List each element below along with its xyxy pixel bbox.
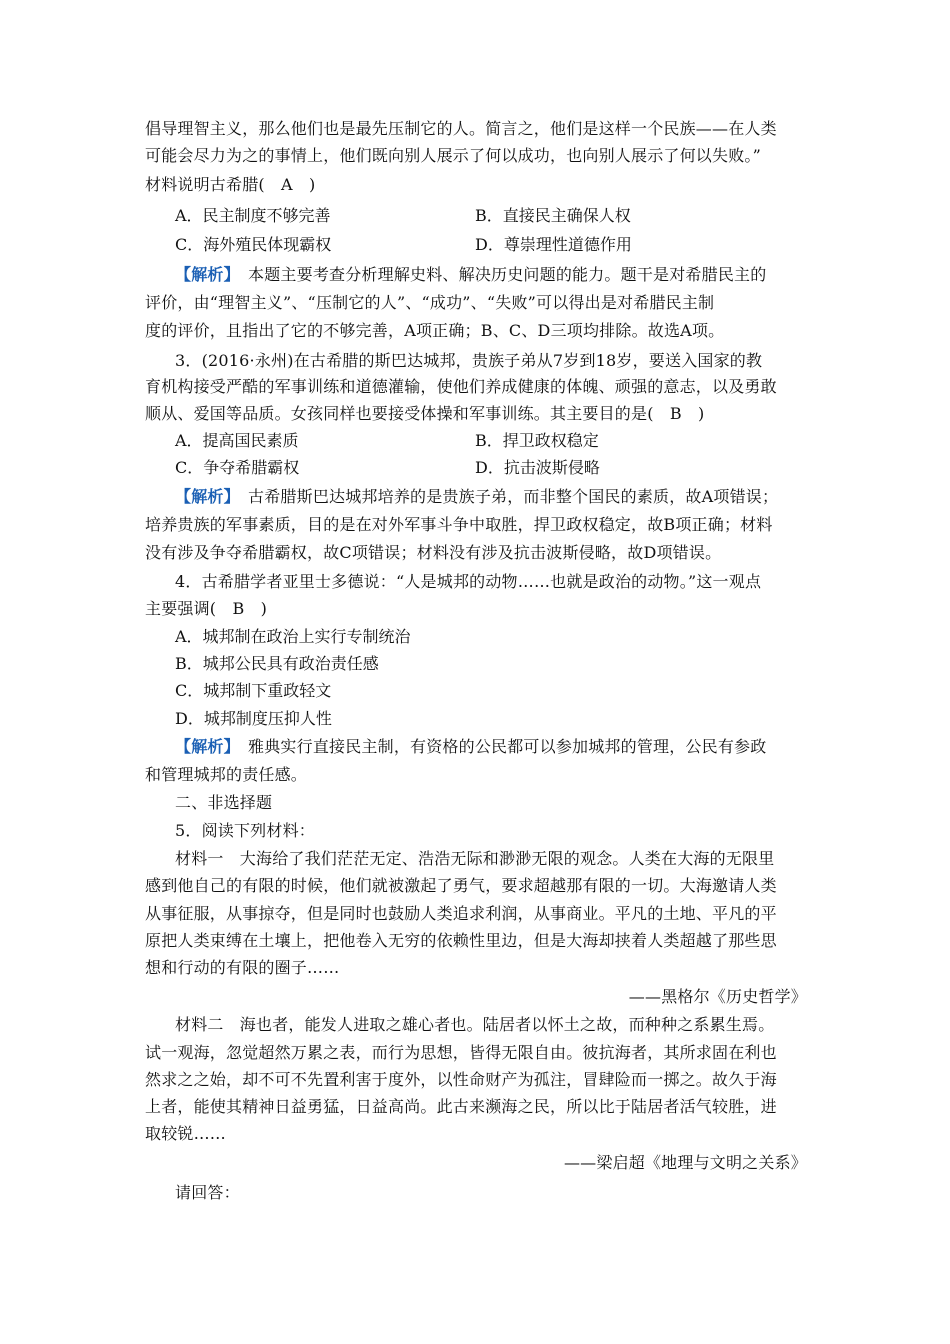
material-text: 上者，能使其精神日益勇猛，日益高尚。此古来濒海之民，所以比于陆居者活气较胜，进 [145, 1097, 777, 1116]
option-c: C．争夺希腊霸权 [175, 458, 300, 477]
analysis-text: 没有涉及争夺希腊霸权，故C项错误；材料没有涉及抗击波斯侵略，故D项错误。 [145, 543, 722, 562]
question-text: 育机构接受严酷的军事训练和道德灌输，使他们养成健康的体魄、顽强的意志，以及勇敢 [145, 377, 777, 396]
option-b: B．城邦公民具有政治责任感 [175, 654, 379, 673]
option-a: A．城邦制在政治上实行专制统治 [175, 627, 411, 646]
section-heading: 二、非选择题 [175, 793, 273, 812]
material-text: 原把人类束缚在土壤上，把他卷入无穷的依赖性里边，但是大海却挟着人类超越了那些思 [145, 931, 777, 950]
question-text: 顺从、爱国等品质。女孩同样也要接受体操和军事训练。其主要目的是( B ) [145, 404, 705, 423]
material-two: 材料二 海也者，能发人进取之雄心者也。陆居者以怀土之故，而种种之系累生焉。 [175, 1015, 775, 1034]
option-d: D．抗击波斯侵略 [475, 458, 600, 477]
analysis-text: 古希腊斯巴达城邦培养的是贵族子弟，而非整个国民的素质，故A项错误； [231, 487, 779, 506]
option-a: A．民主制度不够完善 [175, 206, 331, 225]
material-source: ——梁启超《地理与文明之关系》 [563, 1153, 807, 1172]
analysis-text: 培养贵族的军事素质，目的是在对外军事斗争中取胜，捍卫政权稳定，故B项正确；材料 [145, 515, 773, 534]
question-5: 5．阅读下列材料： [175, 821, 315, 840]
option-d: D．尊崇理性道德作用 [475, 235, 632, 254]
option-a: A．提高国民素质 [175, 431, 299, 450]
option-c: C．城邦制下重政轻文 [175, 681, 332, 700]
material-text: 感到他自己的有限的时候，他们就被激起了勇气，要求超越那有限的一切。大海邀请人类 [145, 876, 777, 895]
option-b: B．捍卫政权稳定 [475, 431, 599, 450]
option-d: D．城邦制度压抑人性 [175, 709, 332, 728]
material-source: ——黑格尔《历史哲学》 [628, 987, 807, 1006]
question-stem: 材料说明古希腊( A ) [145, 175, 316, 194]
analysis-text: 和管理城邦的责任感。 [145, 765, 308, 784]
analysis-line [175, 734, 845, 760]
analysis-tag: 【解析】 [175, 737, 232, 756]
question-text: 主要强调( B ) [145, 599, 268, 618]
analysis-line [175, 262, 845, 288]
analysis-text: 雅典实行直接民主制，有资格的公民都可以参加城邦的管理，公民有参政 [231, 737, 767, 756]
material-one: 材料一 大海给了我们茫茫无定、浩浩无际和渺渺无限的观念。人类在大海的无限里 [175, 849, 775, 868]
option-c: C．海外殖民体现霸权 [175, 235, 332, 254]
analysis-text: 本题主要考查分析理解史料、解决历史问题的能力。题干是对希腊民主的 [231, 265, 767, 284]
analysis-text: 度的评价，且指出了它的不够完善，A项正确；B、C、D三项均排除。故选A项。 [145, 321, 725, 340]
analysis-tag: 【解析】 [175, 487, 232, 506]
answer-prompt: 请回答： [175, 1183, 240, 1202]
question-3: 3．(2016·永州)在古希腊的斯巴达城邦，贵族子弟从7岁到18岁，要送入国家的教 [175, 351, 763, 370]
material-text: 取较锐…… [145, 1124, 227, 1143]
analysis-tag: 【解析】 [175, 265, 232, 284]
question-4: 4．古希腊学者亚里士多德说：“人是城邦的动物……也就是政治的动物。”这一观点 [175, 572, 762, 591]
text-line: 倡导理智主义，那么他们也是最先压制它的人。简言之，他们是这样一个民族——在人类 [145, 119, 777, 138]
material-text: 从事征服，从事掠夺，但是同时也鼓励人类追求利润，从事商业。平凡的土地、平凡的平 [145, 904, 777, 923]
material-text: 想和行动的有限的圈子…… [145, 958, 340, 977]
analysis-line [175, 484, 845, 510]
material-text: 试一观海，忽觉超然万累之表，而行为思想，皆得无限自由。彼抗海者，其所求固在利也 [145, 1043, 777, 1062]
option-b: B．直接民主确保人权 [475, 206, 631, 225]
analysis-text: 评价，由“理智主义”、“压制它的人”、“成功”、“失败”可以得出是对希腊民主制 [145, 293, 715, 312]
text-line: 可能会尽力为之的事情上，他们既向别人展示了何以成功，也向别人展示了何以失败。” [145, 146, 761, 165]
material-text: 然求之之始，却不可不先置利害于度外，以性命财产为孤注，冒肆险而一掷之。故久于海 [145, 1070, 777, 1089]
